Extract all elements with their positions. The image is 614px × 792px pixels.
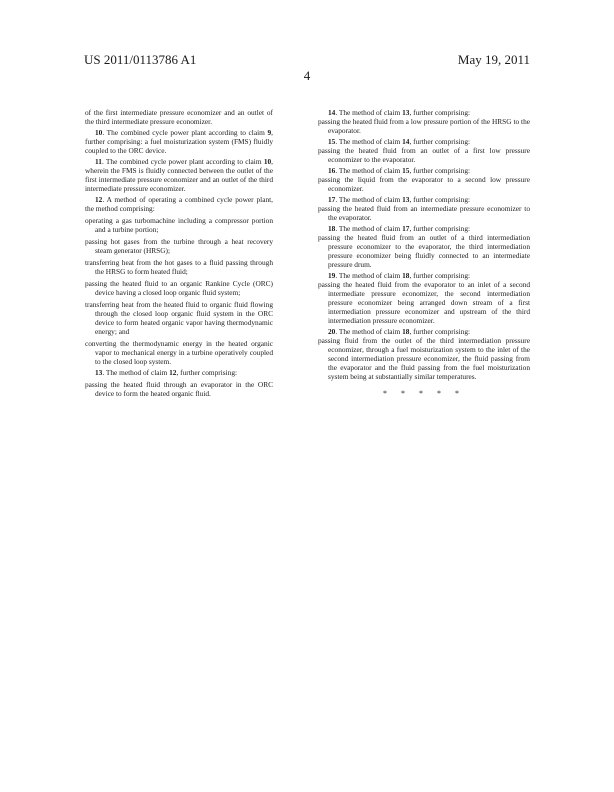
claim-12: [85, 195, 273, 213]
claim-number: 20: [328, 327, 336, 336]
right-column: [318, 108, 530, 398]
claim-number: 17: [328, 195, 336, 204]
claim-15: [318, 137, 530, 146]
claim-text: . The method of claim: [335, 195, 403, 204]
claim-17: [318, 195, 530, 204]
claim-16: [318, 166, 530, 175]
claim-text: , further comprising:: [409, 195, 471, 204]
claim-reference: 15: [402, 166, 410, 175]
left-column: [85, 108, 273, 398]
method-step: passing hot gases from the turbine through a heat recovery steam generator (HRSG);: [85, 237, 273, 255]
method-step: converting the thermodynamic energy in the heated organic vapor to mechanical energy in a turbine operatively coupled to the closed loop system.: [85, 339, 273, 366]
claim-14: [318, 108, 530, 117]
claim-number: 19: [328, 271, 336, 280]
publication-date: May 19, 2011: [457, 52, 530, 67]
claim-text: , further comprising:: [409, 327, 471, 336]
claim-19-body: passing the heated fluid from the evaporator to an inlet of a second intermediate pressure economizer, the second intermediation pressure economizer being arranged down stream of a first intermediation pressure economizer and upstream of the third intermediation pressure economizer.: [318, 280, 530, 325]
claim-text: . The method of claim: [102, 368, 170, 377]
claim-reference: 18: [402, 271, 410, 280]
end-of-document-marks: * * * * *: [383, 389, 465, 398]
claim-text: . The method of claim: [335, 327, 403, 336]
claim-number: 14: [328, 108, 336, 117]
claim-reference: 14: [402, 137, 410, 146]
claim-17-body: passing the heated fluid from an intermediate pressure economizer to the evaporator.: [318, 204, 530, 222]
method-step: passing the heated fluid to an organic Rankine Cycle (ORC) device having a closed loop organic fluid system;: [85, 279, 273, 297]
claim-text: , further comprising:: [409, 137, 471, 146]
claim-text: . The method of claim: [335, 137, 403, 146]
claim-reference: 12: [169, 368, 177, 377]
claim-13-body: passing the heated fluid through an evaporator in the ORC device to form the heated organic fluid.: [85, 380, 273, 398]
claim-number: 15: [328, 137, 336, 146]
claim-text: , further comprising:: [409, 166, 471, 175]
publication-number: US 2011/0113786 A1: [84, 52, 197, 67]
continued-claim-text: of the first intermediate pressure economizer and an outlet of the third intermediate pressure economizer.: [85, 108, 273, 126]
claim-text: , further comprising:: [176, 368, 238, 377]
claim-number: 11: [95, 157, 102, 166]
method-step: transferring heat from the hot gases to a fluid passing through the HRSG to form heated fluid;: [85, 258, 273, 276]
method-step: operating a gas turbomachine including a compressor portion and a turbine portion;: [85, 216, 273, 234]
claim-number: 12: [95, 195, 103, 204]
claim-reference: 13: [402, 195, 410, 204]
claim-reference: 10: [263, 157, 272, 166]
claim-text: . The combined cycle power plant according to claim: [102, 128, 268, 137]
claim-19: [318, 271, 530, 280]
claim-text: . The combined cycle power plant according to claim: [101, 157, 264, 166]
claim-11: [85, 157, 273, 193]
claim-text: , further comprising:: [409, 108, 471, 117]
claim-18-body: passing the heated fluid from an outlet of a third intermediation pressure economizer to the evaporator, the third intermediation pressure economizer being fluidly connected to an intermediate pressure drum.: [318, 233, 530, 269]
claim-14-body: passing the heated fluid from a low pressure portion of the HRSG to the evaporator.: [318, 117, 530, 135]
claim-text: , wherein the FMS is fluidly connected between the outlet of the first intermediate pressure economizer and an outlet of the third intermediate pressure economizer.: [85, 157, 273, 193]
claim-20: [318, 327, 530, 336]
claim-text: . The method of claim: [335, 108, 403, 117]
claim-15-body: passing the heated fluid from an outlet of a first low pressure economizer to the evaporator.: [318, 146, 530, 164]
claim-number: 13: [95, 368, 103, 377]
page-number: 4: [303, 68, 311, 83]
claim-number: 18: [328, 224, 336, 233]
method-step: transferring heat from the heated fluid to organic fluid flowing through the closed loop organic fluid system in the ORC device to form heated organic vapor having thermodynamic energy; and: [85, 300, 273, 336]
claim-13: [85, 368, 273, 377]
claim-text: , further comprising: a fuel moisturization system (FMS) fluidly coupled to the ORC device.: [85, 128, 273, 155]
claim-text: , further comprising:: [409, 271, 471, 280]
claim-16-body: passing the liquid from the evaporator to a second low pressure economizer.: [318, 175, 530, 193]
claim-text: . The method of claim: [335, 166, 403, 175]
claim-20-body: passing fluid from the outlet of the third intermediation pressure economizer, through a fuel moisturization system to the inlet of the second intermediation pressure economizer, the fluid passing from the evaporator and the fluid passing from the fuel moisturization system being at substantially similar temperatures.: [318, 336, 530, 381]
claim-number: 10: [95, 128, 103, 137]
page-header: [84, 52, 530, 68]
claim-number: 16: [328, 166, 336, 175]
claim-text: . The method of claim: [335, 271, 403, 280]
claim-text: . The method of claim: [335, 224, 403, 233]
claim-reference: 18: [402, 327, 410, 336]
claim-reference: 17: [402, 224, 410, 233]
claim-text: . A method of operating a combined cycle power plant, the method comprising:: [85, 195, 273, 213]
claim-reference: 13: [402, 108, 410, 117]
claim-reference: 9: [267, 128, 272, 137]
claim-10: [85, 128, 273, 155]
claim-18: [318, 224, 530, 233]
claim-text: , further comprising:: [409, 224, 471, 233]
